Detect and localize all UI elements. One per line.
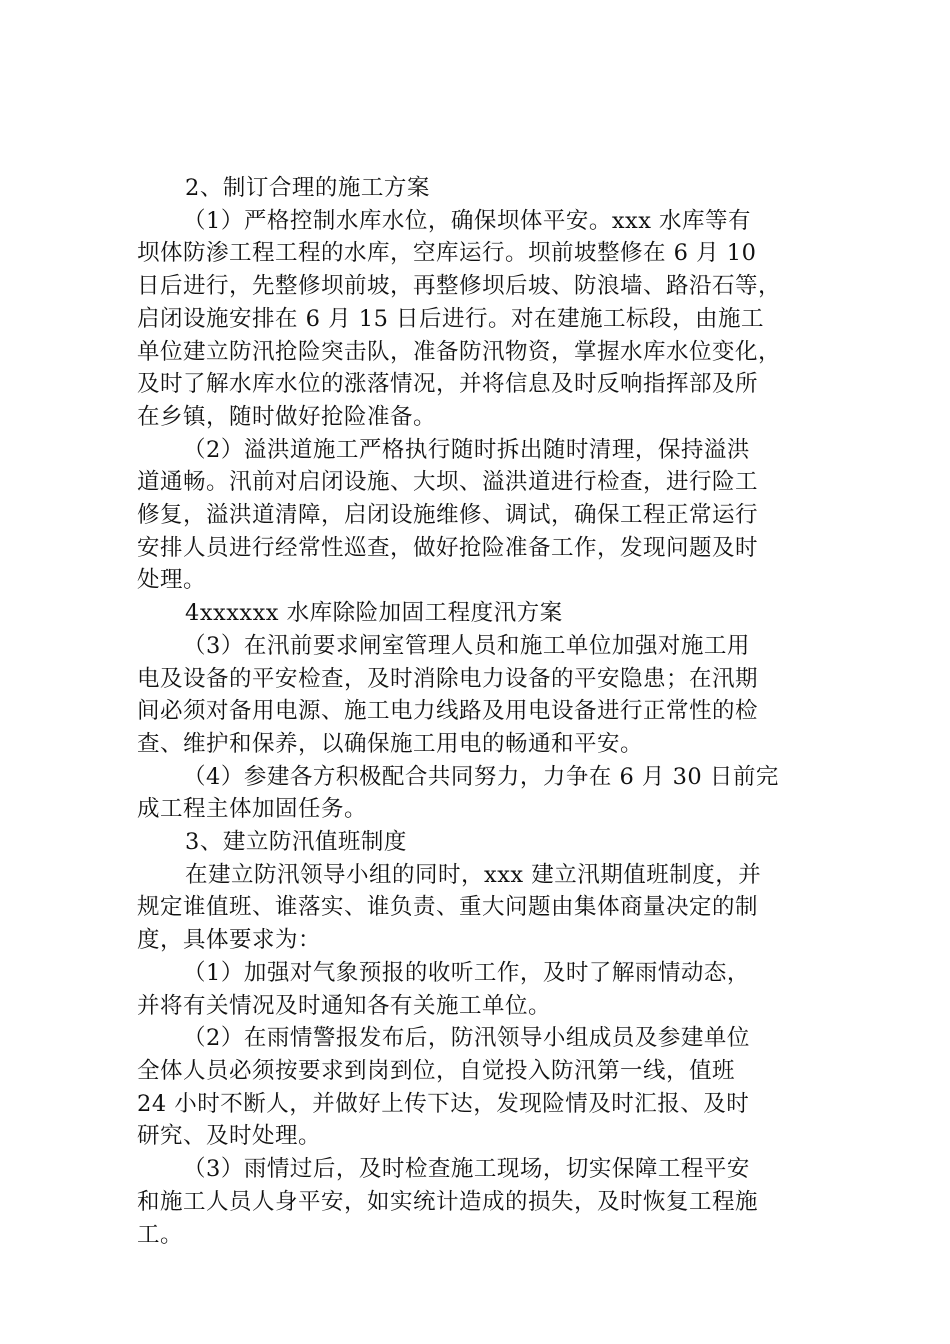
text-line: （2）在雨情警报发布后，防汛领导小组成员及参建单位 bbox=[183, 1025, 750, 1052]
text-line: 道通畅。汛前对启闭设施、大坝、溢洪道进行检查，进行险工 bbox=[137, 469, 759, 496]
text-line: 查、维护和保养，以确保施工用电的畅通和平安。 bbox=[137, 730, 644, 757]
text-line: （1）加强对气象预报的收听工作，及时了解雨情动态， bbox=[183, 959, 750, 986]
paragraph-item-4 bbox=[137, 761, 837, 826]
text-line: 规定谁值班、谁落实、谁负责、重大问题由集体商量决定的制 bbox=[137, 894, 759, 921]
text-line: 工。 bbox=[137, 1221, 184, 1248]
text-line: 3、建立防汛值班制度 bbox=[185, 829, 407, 856]
text-line: 24 小时不断人，并做好上传下达，发现险情及时汇报、及时 bbox=[137, 1090, 750, 1117]
text-line: （2）溢洪道施工严格执行随时拆出随时清理，保持溢洪 bbox=[183, 436, 750, 463]
text-line: 度，具体要求为： bbox=[137, 927, 322, 954]
paragraph-duty-2 bbox=[137, 1022, 837, 1153]
text-line: 坝体防渗工程工程的水库，空库运行。坝前坡整修在 6 月 10 bbox=[137, 240, 757, 267]
text-line: 启闭设施安排在 6 月 15 日后进行。对在建施工标段，由施工 bbox=[137, 305, 765, 332]
paragraph-intro-3 bbox=[137, 859, 837, 957]
paragraph-item-3 bbox=[137, 630, 837, 761]
paragraph-item-1 bbox=[137, 205, 837, 434]
text-line: 在建立防汛领导小组的同时，xxx 建立汛期值班制度，并 bbox=[185, 861, 762, 888]
text-line: 并将有关情况及时通知各有关施工单位。 bbox=[137, 992, 552, 1019]
text-line: 2、制订合理的施工方案 bbox=[185, 175, 430, 201]
paragraph-duty-1 bbox=[137, 957, 837, 1022]
section-heading-3 bbox=[137, 826, 837, 859]
paragraph-duty-3 bbox=[137, 1153, 837, 1251]
text-line: （3）在汛前要求闸室管理人员和施工单位加强对施工用 bbox=[183, 632, 750, 659]
text-line: 单位建立防汛抢险突击队，准备防汛物资，掌握水库水位变化， bbox=[137, 338, 782, 365]
section-heading-4 bbox=[137, 597, 837, 630]
text-line: 研究、及时处理。 bbox=[137, 1123, 322, 1150]
text-line: 成工程主体加固任务。 bbox=[137, 796, 368, 823]
text-line: 电及设备的平安检查，及时消除电力设备的平安隐患；在汛期 bbox=[137, 665, 759, 692]
text-line: （4）参建各方积极配合共同努力，力争在 6 月 30 日前完 bbox=[183, 763, 779, 790]
text-line: 处理。 bbox=[137, 567, 207, 594]
text-line: 安排人员进行经常性巡查，做好抢险准备工作，发现问题及时 bbox=[137, 534, 759, 561]
text-line: 日后进行，先整修坝前坡，再整修坝后坡、防浪墙、路沿石等， bbox=[137, 273, 782, 300]
text-line: 4xxxxxx 水库除险加固工程度汛方案 bbox=[185, 600, 563, 627]
text-line: 和施工人员人身平安，如实统计造成的损失，及时恢复工程施 bbox=[137, 1188, 759, 1215]
section-heading-2 bbox=[137, 172, 837, 205]
text-line: 在乡镇，随时做好抢险准备。 bbox=[137, 403, 437, 430]
text-line: 间必须对备用电源、施工电力线路及用电设备进行正常性的检 bbox=[137, 698, 759, 725]
document-body bbox=[137, 172, 837, 1251]
text-line: 及时了解水库水位的涨落情况，并将信息及时反响指挥部及所 bbox=[137, 371, 759, 398]
paragraph-item-2 bbox=[137, 434, 837, 598]
text-line: 全体人员必须按要求到岗到位，自觉投入防汛第一线，值班 bbox=[137, 1057, 736, 1084]
text-line: 修复，溢洪道清障，启闭设施维修、调试，确保工程正常运行 bbox=[137, 502, 759, 529]
text-line: （1）严格控制水库水位，确保坝体平安。xxx 水库等有 bbox=[183, 207, 752, 234]
text-line: （3）雨情过后，及时检查施工现场，切实保障工程平安 bbox=[183, 1156, 750, 1183]
